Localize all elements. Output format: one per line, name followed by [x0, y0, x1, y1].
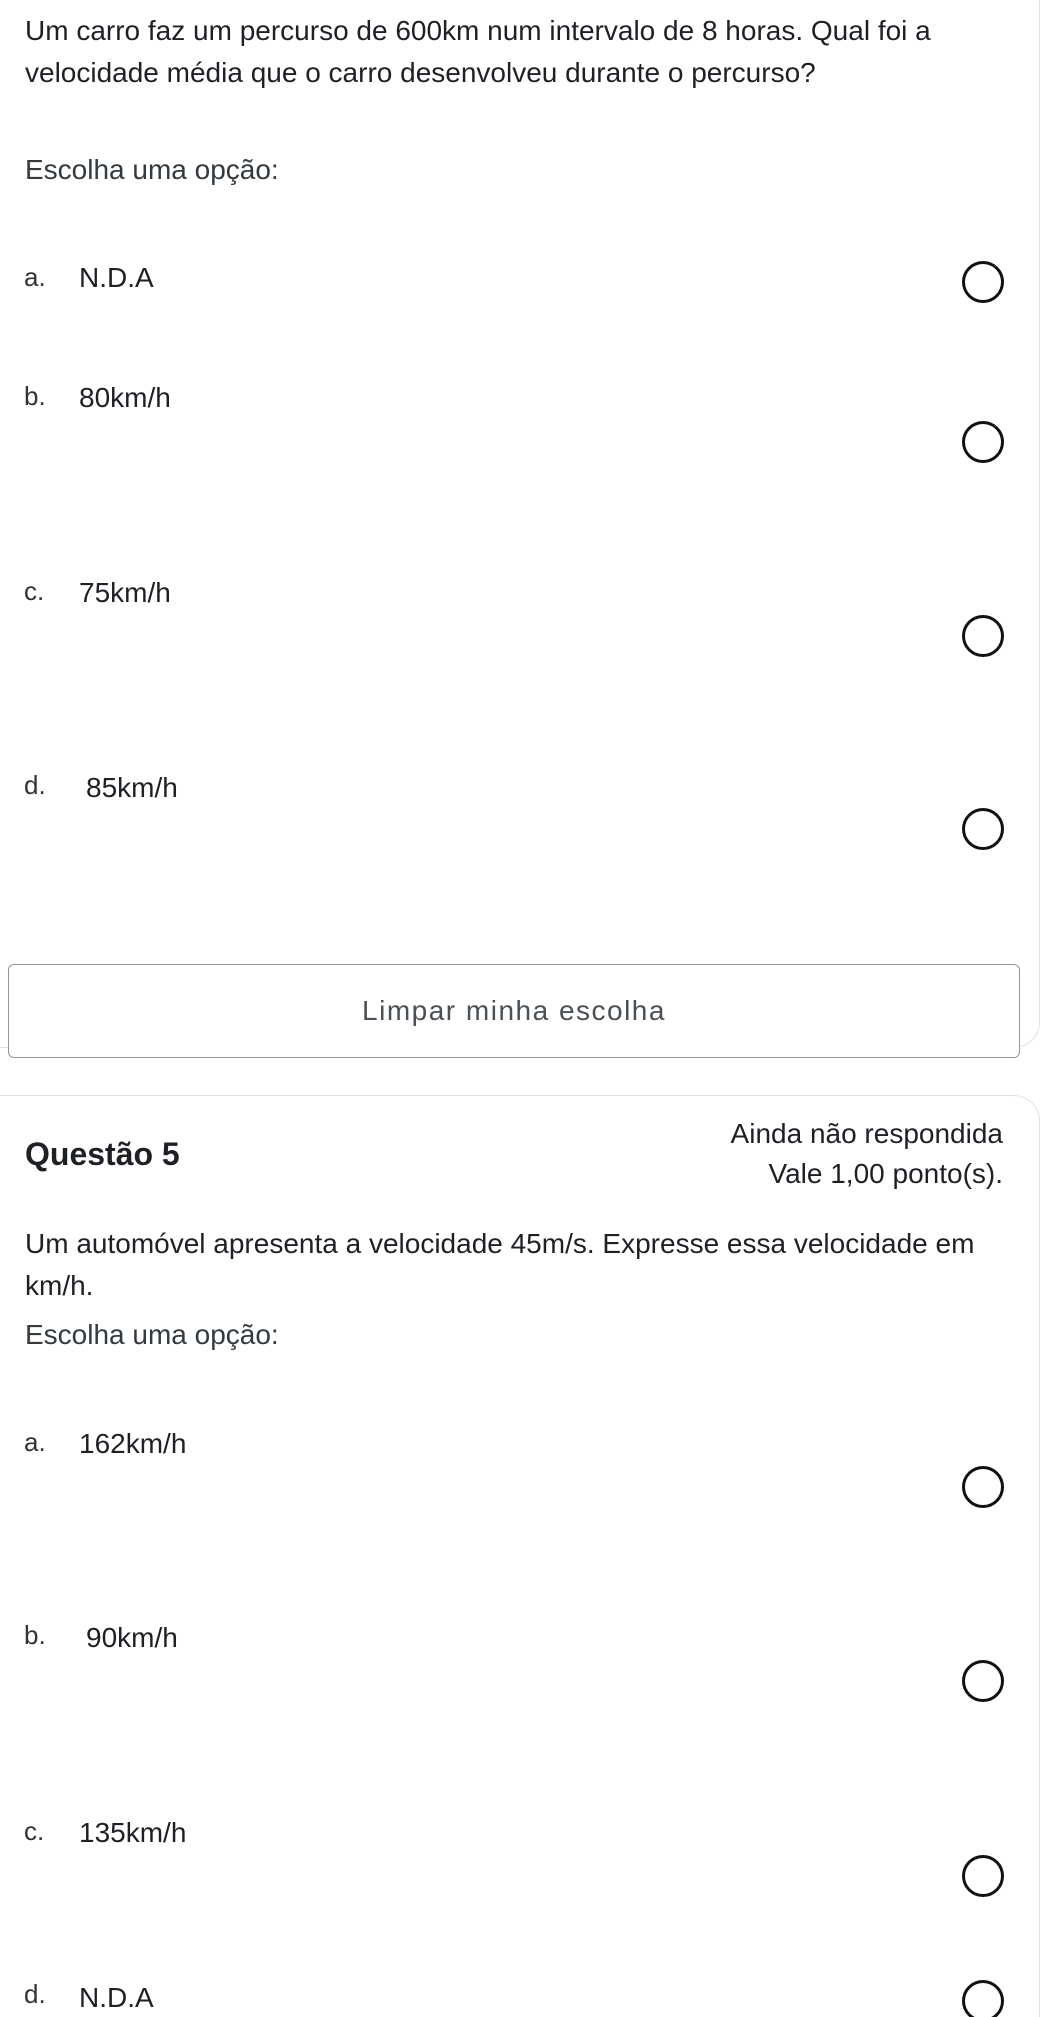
- q5-option-a-radio[interactable]: [962, 1466, 1004, 1508]
- q4-option-d-radio[interactable]: [962, 808, 1004, 850]
- q5-option-c-text: 135km/h: [79, 1817, 187, 1848]
- q4-option-b-letter: b.: [24, 381, 46, 411]
- q5-option-d-letter: d.: [24, 1979, 46, 2009]
- q4-option-c-radio[interactable]: [962, 615, 1004, 657]
- question-5-points: Vale 1,00 ponto(s).: [768, 1158, 1003, 1189]
- q4-option-a-radio[interactable]: [962, 261, 1004, 303]
- q4-option-c-letter: c.: [24, 576, 45, 606]
- question-4-text: Um carro faz um percurso de 600km num intervalo de 8 horas. Qual foi a velocidade média que o carro desenvolveu durante o percurso?: [25, 15, 931, 88]
- q5-option-d-radio[interactable]: [962, 1980, 1004, 2017]
- q5-option-b-radio[interactable]: [962, 1660, 1004, 1702]
- q5-option-a-text: 162km/h: [79, 1428, 187, 1459]
- question-5-title: Questão 5: [25, 1136, 180, 1172]
- q5-option-b-letter: b.: [24, 1620, 46, 1650]
- q5-option-c-radio[interactable]: [962, 1855, 1004, 1897]
- clear-choice-button[interactable]: Limpar minha escolha: [8, 964, 1020, 1058]
- question-5-state: Ainda não respondida: [730, 1118, 1003, 1149]
- q4-option-a-letter: a.: [24, 262, 46, 292]
- question-4-prompt: Escolha uma opção:: [25, 154, 279, 185]
- q4-option-d-text: 85km/h: [86, 772, 178, 803]
- q5-option-b-text: 90km/h: [86, 1622, 178, 1653]
- q5-option-a-letter: a.: [24, 1427, 46, 1457]
- q4-option-c-text: 75km/h: [79, 577, 171, 608]
- question-5-status: [731, 1114, 1003, 1194]
- q5-option-d-text: N.D.A: [79, 1982, 154, 2013]
- q4-option-d-letter: d.: [24, 770, 46, 800]
- q4-option-b-text: 80km/h: [79, 382, 171, 413]
- q5-option-c-letter: c.: [24, 1816, 45, 1846]
- question-5-text: Um automóvel apresenta a velocidade 45m/s. Expresse essa velocidade em km/h.: [25, 1228, 975, 1301]
- q4-option-a-text: N.D.A: [79, 262, 154, 293]
- question-5-prompt: Escolha uma opção:: [25, 1319, 279, 1350]
- q4-option-b-radio[interactable]: [962, 421, 1004, 463]
